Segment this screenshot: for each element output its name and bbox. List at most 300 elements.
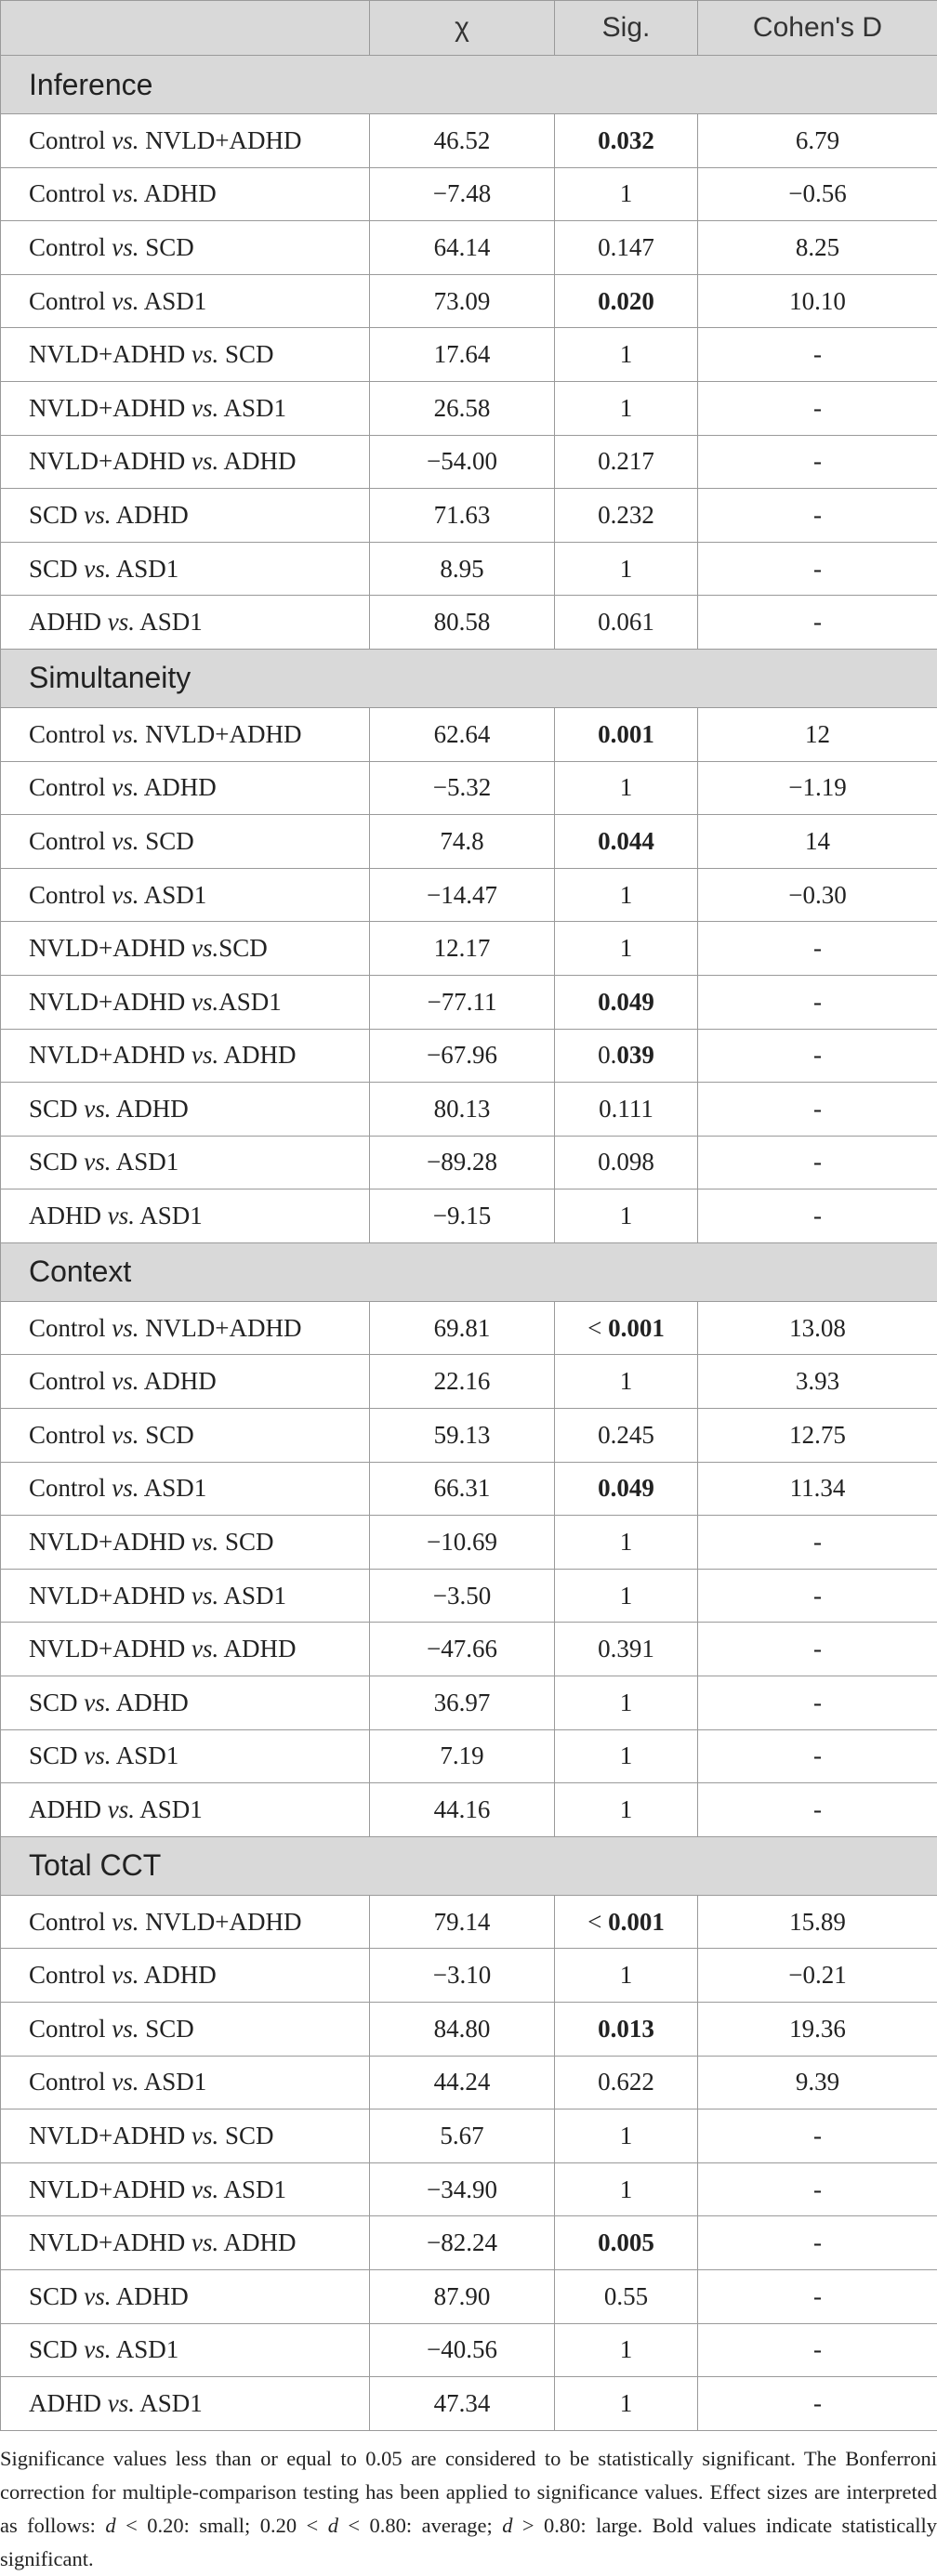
comparison-cell [1, 381, 370, 435]
group-b: ADHD [111, 1688, 189, 1716]
group-a: ADHD [29, 1795, 101, 1824]
vs-label: vs. [84, 1094, 112, 1123]
group-a: ADHD [29, 1202, 101, 1230]
vs-label: vs. [112, 880, 139, 909]
comparison-cell [1, 167, 370, 221]
vs-label: vs. [191, 2175, 219, 2203]
sig-value: 0.232 [598, 500, 654, 529]
chi-value: −34.90 [370, 2162, 555, 2216]
table-row [1, 1189, 937, 1243]
chi-value: 7.19 [370, 1729, 555, 1783]
chi-value: −82.24 [370, 2216, 555, 2270]
vs-label: vs. [112, 286, 139, 315]
group-a: SCD [29, 554, 78, 583]
group-a: NVLD+ADHD [29, 2121, 186, 2149]
group-b: ADHD [111, 1094, 189, 1123]
sig-value: 1 [619, 1741, 633, 1770]
chi-value: 80.58 [370, 596, 555, 650]
chi-value: −77.11 [370, 975, 555, 1029]
chi-value: 84.80 [370, 2003, 555, 2057]
table-row [1, 114, 937, 168]
table-row [1, 2323, 937, 2377]
comparison-cell [1, 1949, 370, 2003]
cohens-d-value: 9.39 [698, 2056, 937, 2109]
comparison-cell [1, 1895, 370, 1949]
footnote-text [0, 2442, 937, 2576]
vs-label: vs. [191, 447, 219, 476]
vs-label: vs. [112, 1367, 139, 1396]
comparison-cell [1, 435, 370, 489]
vs-label: vs. [191, 1581, 219, 1610]
table-row [1, 1083, 937, 1137]
group-a: Control [29, 773, 106, 802]
sig-cell [555, 1895, 698, 1949]
group-a: NVLD+ADHD [29, 340, 186, 369]
sig-value: 1 [619, 1688, 633, 1716]
cohens-d-value: 13.08 [698, 1301, 937, 1355]
sig-cell [555, 2056, 698, 2109]
table-row [1, 922, 937, 976]
comparison-cell [1, 2162, 370, 2216]
group-a: Control [29, 826, 106, 855]
chi-value: 73.09 [370, 274, 555, 328]
sig-cell [555, 1136, 698, 1189]
vs-label: vs. [191, 393, 219, 422]
table-row [1, 868, 937, 922]
group-b: ASD1 [218, 1581, 286, 1610]
table-row [1, 1301, 937, 1355]
table-row [1, 1623, 937, 1676]
footnote-d-symbol: d [105, 2514, 116, 2537]
chi-value: 80.13 [370, 1083, 555, 1137]
sig-value: 1 [619, 880, 633, 909]
sig-cell [555, 1029, 698, 1083]
vs-label: vs. [112, 125, 139, 154]
table-row [1, 1729, 937, 1783]
group-b: ASD1 [111, 1148, 179, 1176]
group-b: SCD [139, 826, 194, 855]
group-a: Control [29, 1961, 106, 1990]
table-footnote [0, 2442, 937, 2576]
group-a: Control [29, 2014, 106, 2043]
footnote-part-4: > 0.80: large. Bold values indicate statistically significant. [0, 2514, 937, 2570]
sig-cell [555, 1189, 698, 1243]
cohens-d-value: - [698, 1783, 937, 1837]
comparison-cell [1, 761, 370, 815]
chi-value: 26.58 [370, 381, 555, 435]
cohens-d-value: −0.56 [698, 167, 937, 221]
sig-value: 0.391 [598, 1635, 654, 1663]
comparison-cell [1, 1355, 370, 1409]
cohens-d-value: −0.30 [698, 868, 937, 922]
table-row [1, 1355, 937, 1409]
comparison-cell [1, 328, 370, 382]
chi-value: 12.17 [370, 922, 555, 976]
vs-label: vs. [107, 1202, 135, 1230]
group-b: ASD1 [218, 393, 286, 422]
cohens-d-value: - [698, 2109, 937, 2163]
sig-cell [555, 1623, 698, 1676]
chi-value: 66.31 [370, 1462, 555, 1516]
group-a: Control [29, 125, 106, 154]
group-a: NVLD+ADHD [29, 2175, 186, 2203]
table-row [1, 1409, 937, 1463]
section-header-row [1, 1242, 937, 1301]
vs-label: vs. [112, 1420, 139, 1449]
chi-value: 64.14 [370, 221, 555, 275]
sig-cell [555, 2109, 698, 2163]
sig-prefix: 0. [598, 1041, 617, 1070]
table-row [1, 542, 937, 596]
group-a: NVLD+ADHD [29, 1041, 186, 1070]
chi-value: 69.81 [370, 1301, 555, 1355]
footnote-d-symbol: d [502, 2514, 513, 2537]
comparison-cell [1, 815, 370, 869]
cohens-d-value: - [698, 1189, 937, 1243]
comparison-cell [1, 1569, 370, 1623]
chi-value: −5.32 [370, 761, 555, 815]
chi-value: −40.56 [370, 2323, 555, 2377]
chi-value: −7.48 [370, 167, 555, 221]
sig-value: 1 [619, 2175, 633, 2203]
sig-cell [555, 1729, 698, 1783]
sig-cell [555, 815, 698, 869]
table-header [1, 1, 937, 56]
sig-value: 1 [619, 2335, 633, 2364]
cohens-d-value: 8.25 [698, 221, 937, 275]
cohens-d-value: - [698, 1569, 937, 1623]
comparison-cell [1, 1409, 370, 1463]
table-row [1, 221, 937, 275]
section-title: Simultaneity [1, 649, 937, 707]
sig-cell [555, 707, 698, 761]
cohens-d-value: - [698, 1729, 937, 1783]
group-a: NVLD+ADHD [29, 934, 186, 963]
vs-label: vs. [84, 1741, 112, 1770]
table-row [1, 761, 937, 815]
footnote-part-3: < 0.80: average; [337, 2514, 503, 2537]
section-header-row [1, 56, 937, 114]
vs-label: vs. [112, 1474, 139, 1503]
sig-cell [555, 2377, 698, 2431]
table-row [1, 1136, 937, 1189]
sig-cell [555, 1409, 698, 1463]
table-row [1, 2377, 937, 2431]
group-a: Control [29, 286, 106, 315]
table-row [1, 274, 937, 328]
group-b: ASD1 [139, 286, 207, 315]
sig-cell [555, 1569, 698, 1623]
chi-value: 5.67 [370, 2109, 555, 2163]
header-comparison [1, 1, 370, 56]
cohens-d-value: - [698, 922, 937, 976]
cohens-d-value: - [698, 1516, 937, 1570]
chi-value: 22.16 [370, 1355, 555, 1409]
cohens-d-value: −0.21 [698, 1949, 937, 2003]
group-b: ASD1 [139, 880, 207, 909]
vs-label: vs. [112, 2014, 139, 2043]
sig-value: 0.032 [598, 125, 654, 154]
group-b: ADHD [111, 500, 189, 529]
sig-cell [555, 114, 698, 168]
group-b: ADHD [139, 1367, 217, 1396]
section-title: Context [1, 1242, 937, 1301]
comparison-cell [1, 2377, 370, 2431]
group-a: NVLD+ADHD [29, 1581, 186, 1610]
sig-value: 1 [619, 773, 633, 802]
sig-value: 1 [619, 1581, 633, 1610]
header-chi: χ [370, 1, 555, 56]
cohens-d-value: - [698, 2269, 937, 2323]
chi-value: −3.50 [370, 1569, 555, 1623]
comparison-cell [1, 1083, 370, 1137]
comparison-cell [1, 1729, 370, 1783]
sig-value: 1 [619, 1367, 633, 1396]
comparison-cell [1, 1462, 370, 1516]
group-a: SCD [29, 1741, 78, 1770]
group-a: SCD [29, 2335, 78, 2364]
sig-cell [555, 2323, 698, 2377]
group-b: NVLD+ADHD [139, 125, 302, 154]
cohens-d-value: - [698, 975, 937, 1029]
group-b: SCD [218, 2121, 274, 2149]
group-a: ADHD [29, 608, 101, 637]
sig-cell [555, 596, 698, 650]
cohens-d-value: 11.34 [698, 1462, 937, 1516]
comparison-cell [1, 274, 370, 328]
group-b: ADHD [218, 2228, 297, 2257]
comparison-cell [1, 2269, 370, 2323]
chi-value: 74.8 [370, 815, 555, 869]
sig-cell [555, 435, 698, 489]
group-a: NVLD+ADHD [29, 393, 186, 422]
group-a: Control [29, 179, 106, 208]
comparison-cell [1, 868, 370, 922]
comparison-cell [1, 1676, 370, 1730]
sig-cell [555, 868, 698, 922]
header-cohens-d: Cohen's D [698, 1, 937, 56]
comparison-cell [1, 1516, 370, 1570]
comparison-cell [1, 2003, 370, 2057]
table-row [1, 489, 937, 543]
table-row [1, 2162, 937, 2216]
group-b: ASD1 [111, 1741, 179, 1770]
comparison-cell [1, 2323, 370, 2377]
group-a: Control [29, 1313, 106, 1342]
table-body [1, 56, 937, 2431]
table-row [1, 975, 937, 1029]
chi-value: 87.90 [370, 2269, 555, 2323]
sig-value: 0.245 [598, 1420, 654, 1449]
chi-value: 36.97 [370, 1676, 555, 1730]
vs-label: vs. [107, 1795, 135, 1824]
group-a: SCD [29, 1094, 78, 1123]
sig-cell [555, 1462, 698, 1516]
vs-label: vs. [191, 2228, 219, 2257]
sig-value: 1 [619, 179, 633, 208]
sig-value: 0.013 [598, 2014, 654, 2043]
group-b: NVLD+ADHD [139, 1313, 302, 1342]
group-b: ADHD [111, 2281, 189, 2310]
sig-value: 1 [619, 2388, 633, 2417]
table-row [1, 1895, 937, 1949]
cohens-d-value: 19.36 [698, 2003, 937, 2057]
vs-label: vs. [112, 773, 139, 802]
group-b: ADHD [139, 179, 217, 208]
table-row [1, 2109, 937, 2163]
group-b: ASD1 [135, 1202, 203, 1230]
table-row [1, 1029, 937, 1083]
sig-value: 0.049 [598, 1474, 654, 1503]
group-b: ADHD [218, 1635, 297, 1663]
sig-value: 0.049 [598, 987, 654, 1016]
cohens-d-value: - [698, 2216, 937, 2270]
group-a: Control [29, 1367, 106, 1396]
vs-label: vs. [84, 1688, 112, 1716]
chi-value: 8.95 [370, 542, 555, 596]
group-b: ASD1 [111, 2335, 179, 2364]
sig-cell [555, 221, 698, 275]
table-row [1, 2056, 937, 2109]
group-a: NVLD+ADHD [29, 987, 186, 1016]
sig-cell [555, 975, 698, 1029]
sig-value: 0.622 [598, 2068, 654, 2096]
group-a: Control [29, 232, 106, 261]
vs-label: vs. [84, 1148, 112, 1176]
cohens-d-value: - [698, 2377, 937, 2431]
group-a: Control [29, 1420, 106, 1449]
cohens-d-value: - [698, 542, 937, 596]
table-row [1, 1783, 937, 1837]
table-row [1, 1676, 937, 1730]
sig-cell [555, 1301, 698, 1355]
sig-value: 0.001 [608, 1907, 665, 1936]
table-row [1, 596, 937, 650]
sig-value: 0.061 [598, 608, 654, 637]
cohens-d-value: - [698, 1029, 937, 1083]
group-b: ASD1 [139, 1474, 207, 1503]
table-row [1, 815, 937, 869]
cohens-d-value: - [698, 596, 937, 650]
chi-value: −47.66 [370, 1623, 555, 1676]
sig-cell [555, 167, 698, 221]
group-a: SCD [29, 500, 78, 529]
sig-cell [555, 1676, 698, 1730]
sig-cell [555, 1949, 698, 2003]
sig-cell [555, 542, 698, 596]
comparison-cell [1, 922, 370, 976]
group-a: NVLD+ADHD [29, 1635, 186, 1663]
group-b: ASD1 [135, 1795, 203, 1824]
vs-label: vs. [107, 608, 135, 637]
vs-label: vs. [112, 719, 139, 748]
chi-value: 47.34 [370, 2377, 555, 2431]
sig-prefix: < [587, 1907, 609, 1936]
comparison-cell [1, 1783, 370, 1837]
group-b: ASD1 [111, 554, 179, 583]
vs-label: vs. [84, 500, 112, 529]
sig-cell [555, 381, 698, 435]
group-b: SCD [218, 1528, 274, 1557]
comparison-cell [1, 2056, 370, 2109]
footnote-d-symbol: d [327, 2514, 338, 2537]
sig-value: 0.001 [608, 1313, 665, 1342]
sig-value: 039 [616, 1041, 654, 1070]
sig-value: 1 [619, 1795, 633, 1824]
chi-value: −14.47 [370, 868, 555, 922]
sig-value: 0.147 [598, 232, 654, 261]
vs-label: vs. [112, 232, 139, 261]
group-b: SCD [139, 2014, 194, 2043]
cohens-d-value: 12 [698, 707, 937, 761]
sig-cell [555, 1783, 698, 1837]
section-title: Inference [1, 56, 937, 114]
comparison-cell [1, 542, 370, 596]
chi-value: 17.64 [370, 328, 555, 382]
comparison-cell [1, 1301, 370, 1355]
chi-value: 44.24 [370, 2056, 555, 2109]
cohens-d-value: 3.93 [698, 1355, 937, 1409]
group-a: Control [29, 719, 106, 748]
comparison-cell [1, 2109, 370, 2163]
vs-label: vs. [107, 2388, 135, 2417]
group-a: Control [29, 1474, 106, 1503]
comparison-cell [1, 707, 370, 761]
vs-label: vs. [191, 340, 219, 369]
group-b: ADHD [139, 1961, 217, 1990]
sig-value: 0.098 [598, 1148, 654, 1176]
cohens-d-value: 6.79 [698, 114, 937, 168]
cohens-d-value: −1.19 [698, 761, 937, 815]
group-b: SCD [139, 232, 194, 261]
cohens-d-value: - [698, 2323, 937, 2377]
group-b: ADHD [218, 1041, 297, 1070]
table-row [1, 1516, 937, 1570]
sig-value: 0.001 [598, 719, 654, 748]
sig-value: 1 [619, 1202, 633, 1230]
sig-value: 1 [619, 2121, 633, 2149]
cohens-d-value: 12.75 [698, 1409, 937, 1463]
chi-value: −3.10 [370, 1949, 555, 2003]
chi-value: 44.16 [370, 1783, 555, 1837]
sig-cell [555, 328, 698, 382]
chi-value: 71.63 [370, 489, 555, 543]
table-row [1, 1569, 937, 1623]
group-b: ADHD [218, 447, 297, 476]
vs-label: vs. [191, 1041, 219, 1070]
table-row [1, 1949, 937, 2003]
chi-value: −89.28 [370, 1136, 555, 1189]
chi-value: −10.69 [370, 1516, 555, 1570]
comparison-cell [1, 489, 370, 543]
sig-cell [555, 761, 698, 815]
sig-cell [555, 489, 698, 543]
sig-value: 1 [619, 1961, 633, 1990]
group-b: NVLD+ADHD [139, 719, 302, 748]
sig-cell [555, 2269, 698, 2323]
group-a: ADHD [29, 2388, 101, 2417]
vs-label: vs. [112, 1313, 139, 1342]
chi-value: 79.14 [370, 1895, 555, 1949]
group-b: NVLD+ADHD [139, 1907, 302, 1936]
chi-value: 46.52 [370, 114, 555, 168]
group-b: SCD [139, 1420, 194, 1449]
group-a: Control [29, 1907, 106, 1936]
vs-label: vs. [84, 2335, 112, 2364]
table-row [1, 2216, 937, 2270]
sig-value: 0.020 [598, 286, 654, 315]
vs-label: vs. [112, 1961, 139, 1990]
